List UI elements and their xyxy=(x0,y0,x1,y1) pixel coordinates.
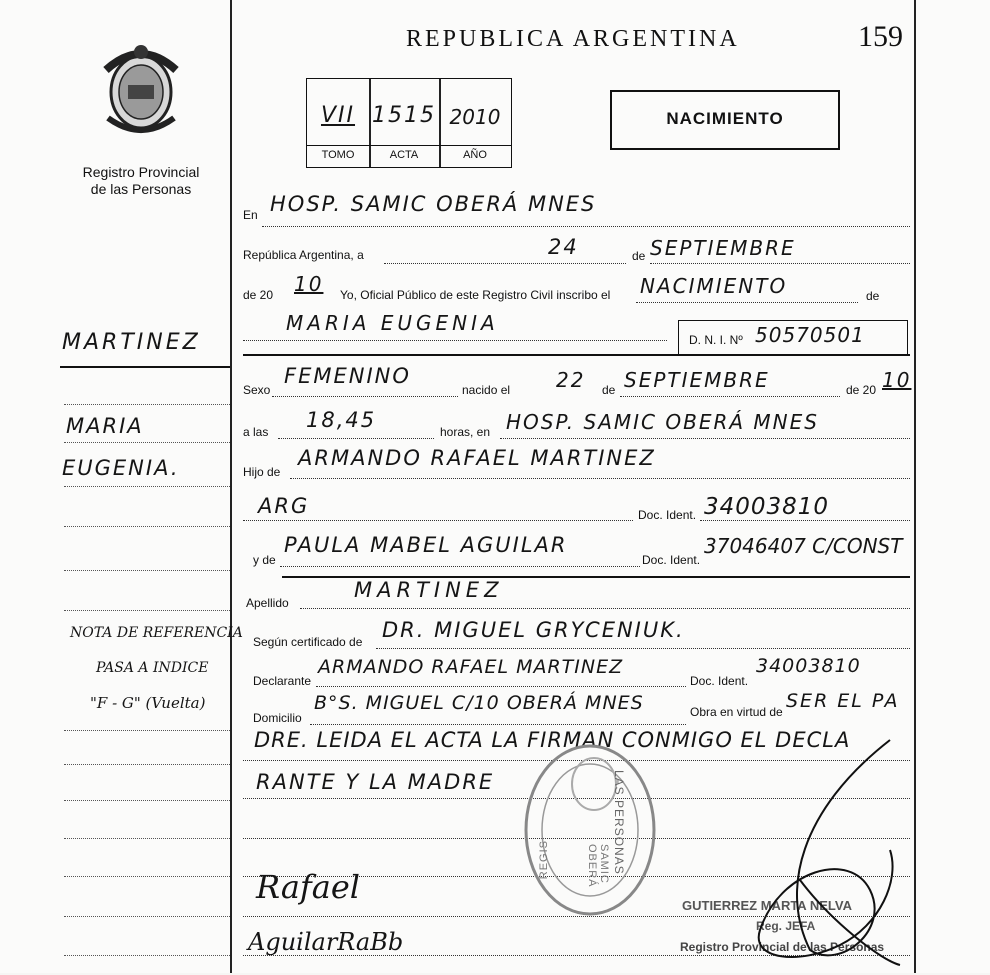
father-doc-dotted-line xyxy=(700,520,910,521)
record-box xyxy=(306,78,512,168)
dni-box xyxy=(678,320,908,356)
signature-1: Rafael xyxy=(256,868,360,906)
margin-dotted-line xyxy=(64,800,230,801)
margin-dotted-line xyxy=(64,916,230,917)
right-border-line xyxy=(914,0,916,973)
doc-ident-label-3: Doc. Ident. xyxy=(690,674,749,688)
declarante-value: ARMANDO RAFAEL MARTINEZ xyxy=(318,656,624,678)
birthplace2-value: HOSP. SAMIC OBERÁ MNES xyxy=(506,410,819,434)
margin-surname: MARTINEZ xyxy=(62,330,201,355)
margin-dotted-line xyxy=(64,838,230,839)
birth-year-suffix-value: 10 xyxy=(882,368,912,392)
nacido-label: nacido el xyxy=(462,383,511,397)
de-label: de xyxy=(632,249,646,263)
margin-dotted-line xyxy=(64,442,230,443)
margin-dotted-line xyxy=(64,404,230,405)
page-number: 159 xyxy=(858,20,903,53)
margin-dotted-line xyxy=(64,570,230,571)
obra-label: Obra en virtud de xyxy=(690,705,783,719)
father-doc-value: 34003810 xyxy=(704,494,830,520)
tomo-value: VII xyxy=(320,103,356,128)
acta-label: ACTA xyxy=(389,149,419,161)
provincial-seal-icon xyxy=(98,40,184,136)
anio-value: 2010 xyxy=(449,105,501,129)
margin-dotted-line xyxy=(64,730,230,731)
en-label: En xyxy=(243,208,258,222)
birth-month-value: SEPTIEMBRE xyxy=(624,368,770,392)
registry-line-2: de las Personas xyxy=(90,181,192,197)
sexo-value: FEMENINO xyxy=(284,364,411,388)
de-label-3: de xyxy=(602,383,616,397)
margin-dotted-line xyxy=(64,526,230,527)
year-suffix-value: 10 xyxy=(294,272,324,296)
oficial-label: Yo, Oficial Público de este Registro Civil inscribo el xyxy=(340,288,611,302)
mother-name-value: PAULA MABEL AGUILAR xyxy=(284,533,568,557)
obra-value: SER EL PA xyxy=(786,690,900,712)
record-type-box xyxy=(610,90,840,150)
officer-title: Reg. JEFA xyxy=(756,919,816,933)
mother-dotted-line xyxy=(280,566,640,567)
stamp-round-text-3: REGIS xyxy=(538,840,550,880)
birth-month-dotted-line xyxy=(620,396,840,397)
margin-note-line-1: NOTA DE REFERENCIA xyxy=(70,625,243,641)
de20-label: de 20 xyxy=(243,288,274,302)
day-value: 24 xyxy=(548,235,579,259)
margin-rule xyxy=(60,366,230,368)
segun-label: Según certificado de xyxy=(253,635,363,649)
record-box-label-rule xyxy=(307,145,511,146)
dni-value: 50570501 xyxy=(755,323,865,347)
apellido-value: MARTINEZ xyxy=(354,578,504,602)
text-line-1: DRE. LEIDA EL ACTA LA FIRMAN CONMIGO EL DECLA xyxy=(254,728,851,752)
certificado-dotted-line xyxy=(376,648,910,649)
margin-dotted-line xyxy=(64,486,230,487)
round-stamp xyxy=(520,740,660,920)
section-rule-1 xyxy=(243,354,910,356)
certificado-value: DR. MIGUEL GRYCENIUK. xyxy=(382,618,685,642)
country-title: REPUBLICA ARGENTINA xyxy=(406,26,740,52)
horas-label: horas, en xyxy=(440,425,491,439)
officer-name: GUTIERREZ MARTA NELVA xyxy=(682,898,852,913)
apellido-dotted-line xyxy=(300,608,910,609)
time-value: 18,45 xyxy=(306,408,377,432)
en-dotted-line xyxy=(262,226,910,227)
record-type-label: NACIMIENTO xyxy=(666,109,784,128)
registry-line-1: Registro Provincial xyxy=(82,164,200,180)
father-name-value: ARMANDO RAFAEL MARTINEZ xyxy=(298,446,656,470)
margin-first-name: MARIA xyxy=(66,414,144,438)
father-nationality-value: ARG xyxy=(258,494,310,518)
person-name-value: MARIA EUGENIA xyxy=(286,311,499,335)
de-label-2: de xyxy=(866,289,880,303)
time-dotted-line xyxy=(278,438,434,439)
margin-second-name: EUGENIA. xyxy=(62,456,180,480)
name-dotted-line xyxy=(243,340,667,341)
tomo-label: TOMO xyxy=(321,149,355,161)
sexo-dotted-line xyxy=(272,396,458,397)
day-dotted-line xyxy=(384,263,626,264)
acta-value: 1515 xyxy=(372,103,436,128)
anio-label: AÑO xyxy=(463,149,487,161)
margin-note-line-3: "F - G" (Vuelta) xyxy=(90,694,206,712)
nationality-dotted-line xyxy=(243,520,633,521)
declarante-label: Declarante xyxy=(253,674,312,688)
mother-doc-value: 37046407 C/CONST xyxy=(704,534,903,558)
birth-day-value: 22 xyxy=(556,368,586,392)
stamp-round-text: LAS PERSONAS xyxy=(612,770,626,875)
officer-org: Registro Provincial de las Personas xyxy=(680,940,885,954)
text-line-2: RANTE Y LA MADRE xyxy=(256,770,495,794)
domicilio-dotted-line xyxy=(310,724,686,725)
officer-signature-scribble xyxy=(740,730,910,970)
margin-note-line-2: PASA A INDICE xyxy=(96,660,209,676)
stamp-round-text-2: SAMIC OBERÁ xyxy=(586,844,610,888)
month-dotted-line xyxy=(650,263,910,264)
margin-dotted-line xyxy=(64,610,230,611)
doc-ident-label-1: Doc. Ident. xyxy=(638,508,697,522)
republica-label: República Argentina, a xyxy=(243,248,364,262)
birthplace2-dotted-line xyxy=(500,438,910,439)
hijo-label: Hijo de xyxy=(243,465,281,479)
de2010-label: de 20 xyxy=(846,383,877,397)
sexo-label: Sexo xyxy=(243,383,271,397)
margin-dotted-line xyxy=(64,764,230,765)
margin-divider-line xyxy=(230,0,232,973)
declarante-doc-value: 34003810 xyxy=(756,655,861,677)
inscribo-dotted-line xyxy=(636,302,858,303)
month-value: SEPTIEMBRE xyxy=(650,236,796,260)
domicilio-value: B°S. MIGUEL C/10 OBERÁ MNES xyxy=(314,692,644,714)
domicilio-label: Domicilio xyxy=(253,711,302,725)
margin-dotted-line xyxy=(64,955,230,956)
alas-label: a las xyxy=(243,425,269,439)
margin-dotted-line xyxy=(64,876,230,877)
dni-label: D. N. I. Nº xyxy=(689,333,743,347)
father-dotted-line xyxy=(290,478,910,479)
doc-ident-label-2: Doc. Ident. xyxy=(642,553,701,567)
registry-title xyxy=(66,164,216,198)
inscribo-value: NACIMIENTO xyxy=(640,274,788,298)
apellido-label: Apellido xyxy=(246,596,289,610)
declarante-dotted-line xyxy=(316,686,686,687)
yde-label: y de xyxy=(253,553,276,567)
signature-2: AguilarRaBb xyxy=(248,928,404,956)
birthplace-handwritten: HOSP. SAMIC OBERÁ MNES xyxy=(270,192,597,216)
